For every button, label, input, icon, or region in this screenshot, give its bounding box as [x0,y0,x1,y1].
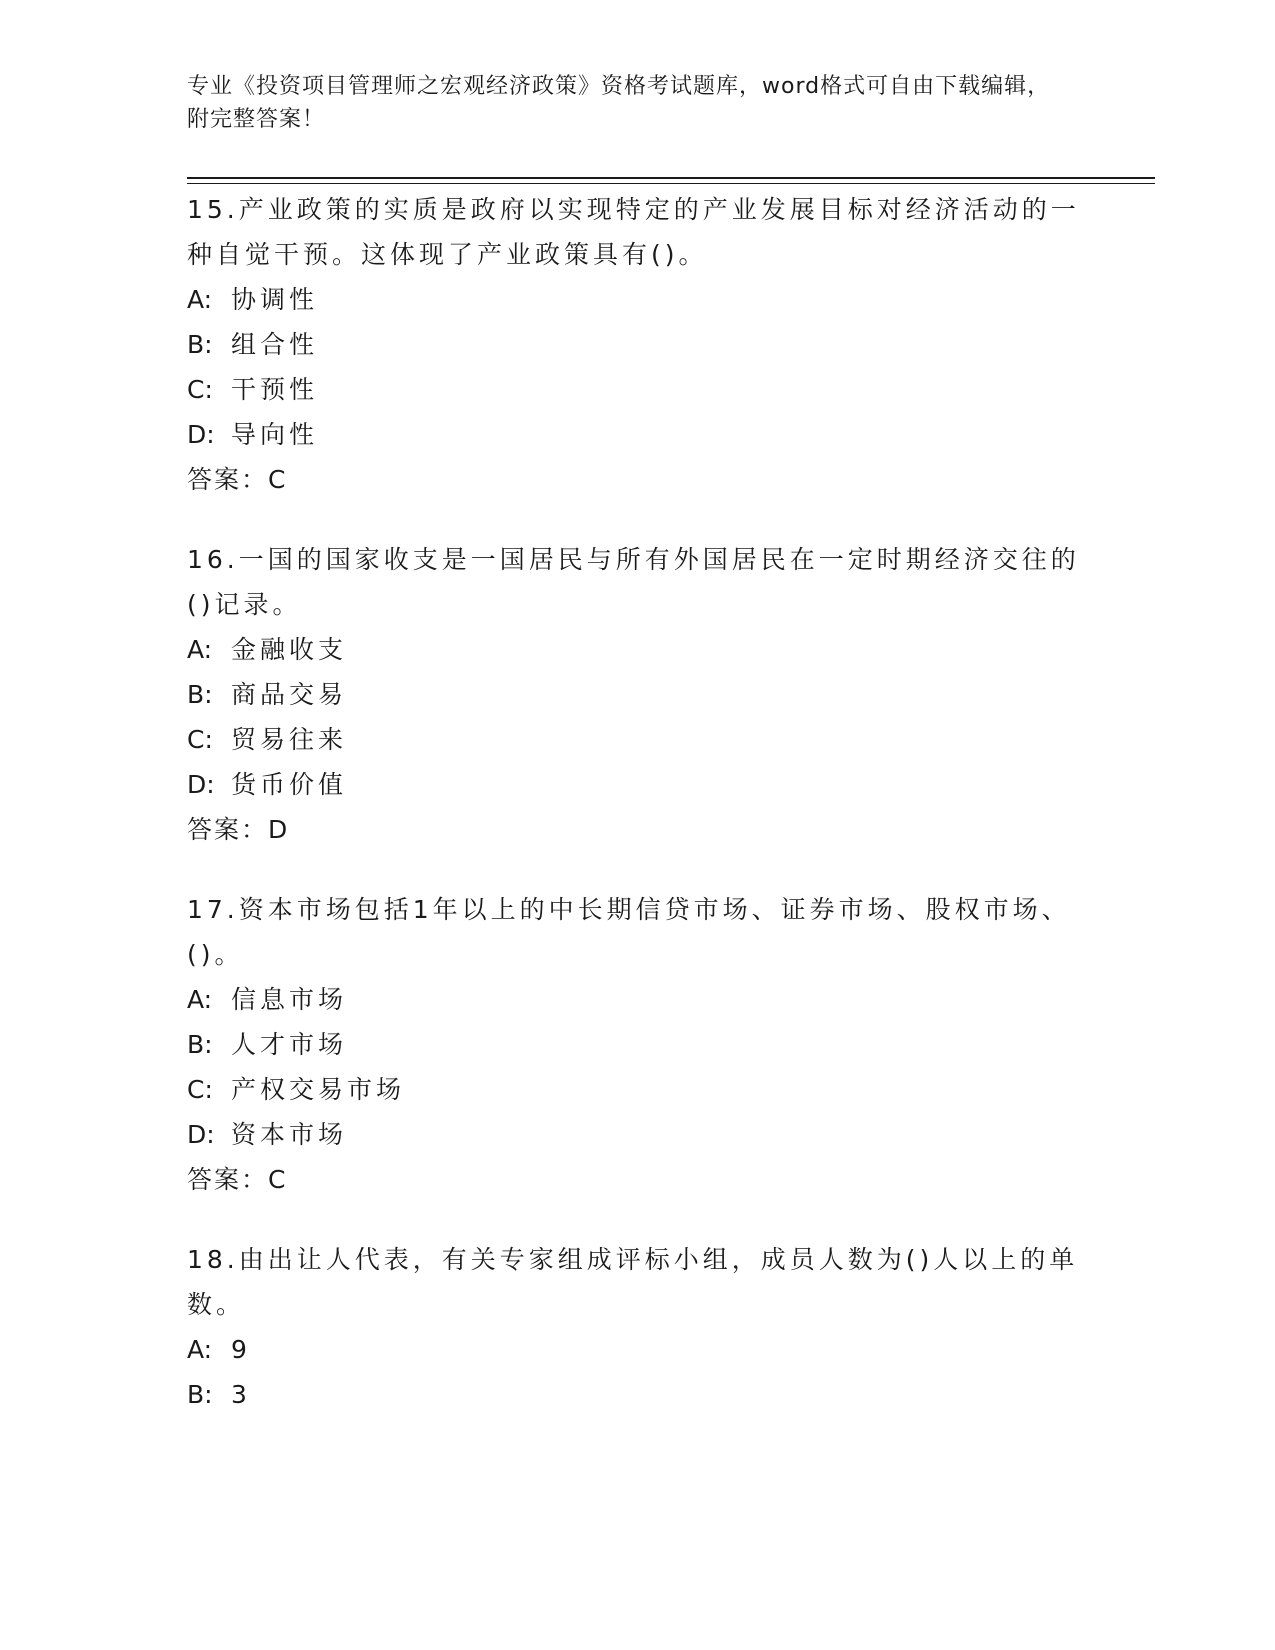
option-text: 金融收支 [231,635,348,664]
document-header: 专业《投资项目管理师之宏观经济政策》资格考试题库，word格式可自由下载编辑，附完整答案！ [187,74,1051,132]
option-key: A: [187,1335,213,1364]
option-text: 9 [231,1335,251,1364]
option-text: 货币价值 [231,770,348,799]
option-key: A: [187,285,213,314]
option-a [187,627,1087,672]
option-b [187,1372,1087,1417]
option-key: B: [187,1380,213,1409]
option-b [187,322,1087,367]
question-15 [187,187,1087,502]
option-key: D: [187,1120,215,1149]
question-stem: 18.由出让人代表，有关专家组成评标小组，成员人数为()人以上的单数。 [187,1245,1079,1319]
option-d [187,762,1087,807]
header-divider-thick [187,177,1155,179]
option-key: C: [187,375,213,404]
question-stem: 17.资本市场包括1年以上的中长期信贷市场、证券市场、股权市场、()。 [187,895,1071,969]
option-text: 商品交易 [231,680,348,709]
question-16 [187,537,1087,852]
option-a [187,977,1087,1022]
option-text: 导向性 [231,420,319,449]
option-key: B: [187,680,213,709]
option-a [187,277,1087,322]
answer-line: 答案：D [187,815,290,844]
option-text: 产权交易市场 [231,1075,406,1104]
option-d [187,1112,1087,1157]
option-key: D: [187,770,215,799]
option-text: 组合性 [231,330,319,359]
option-text: 3 [231,1380,251,1409]
question-stem: 15.产业政策的实质是政府以实现特定的产业发展目标对经济活动的一种自觉干预。这体现了产业政策具有()。 [187,195,1080,269]
option-d [187,412,1087,457]
header-divider-thin [187,183,1155,184]
option-key: A: [187,985,213,1014]
option-key: C: [187,1075,213,1104]
option-text: 资本市场 [231,1120,348,1149]
option-text: 信息市场 [231,985,348,1014]
option-key: C: [187,725,213,754]
answer-line: 答案：C [187,1165,288,1194]
option-c [187,1067,1087,1112]
option-key: A: [187,635,213,664]
option-key: D: [187,420,215,449]
option-b [187,672,1087,717]
question-stem: 16.一国的国家收支是一国居民与所有外国居民在一定时期经济交往的()记录。 [187,545,1080,619]
question-17 [187,887,1087,1202]
option-text: 人才市场 [231,1030,348,1059]
option-text: 干预性 [231,375,319,404]
option-text: 贸易往来 [231,725,348,754]
option-text: 协调性 [231,285,319,314]
option-a [187,1327,1087,1372]
option-c [187,717,1087,762]
option-c [187,367,1087,412]
option-key: B: [187,1030,213,1059]
answer-line: 答案：C [187,465,288,494]
option-key: B: [187,330,213,359]
option-b [187,1022,1087,1067]
question-18 [187,1237,1087,1417]
